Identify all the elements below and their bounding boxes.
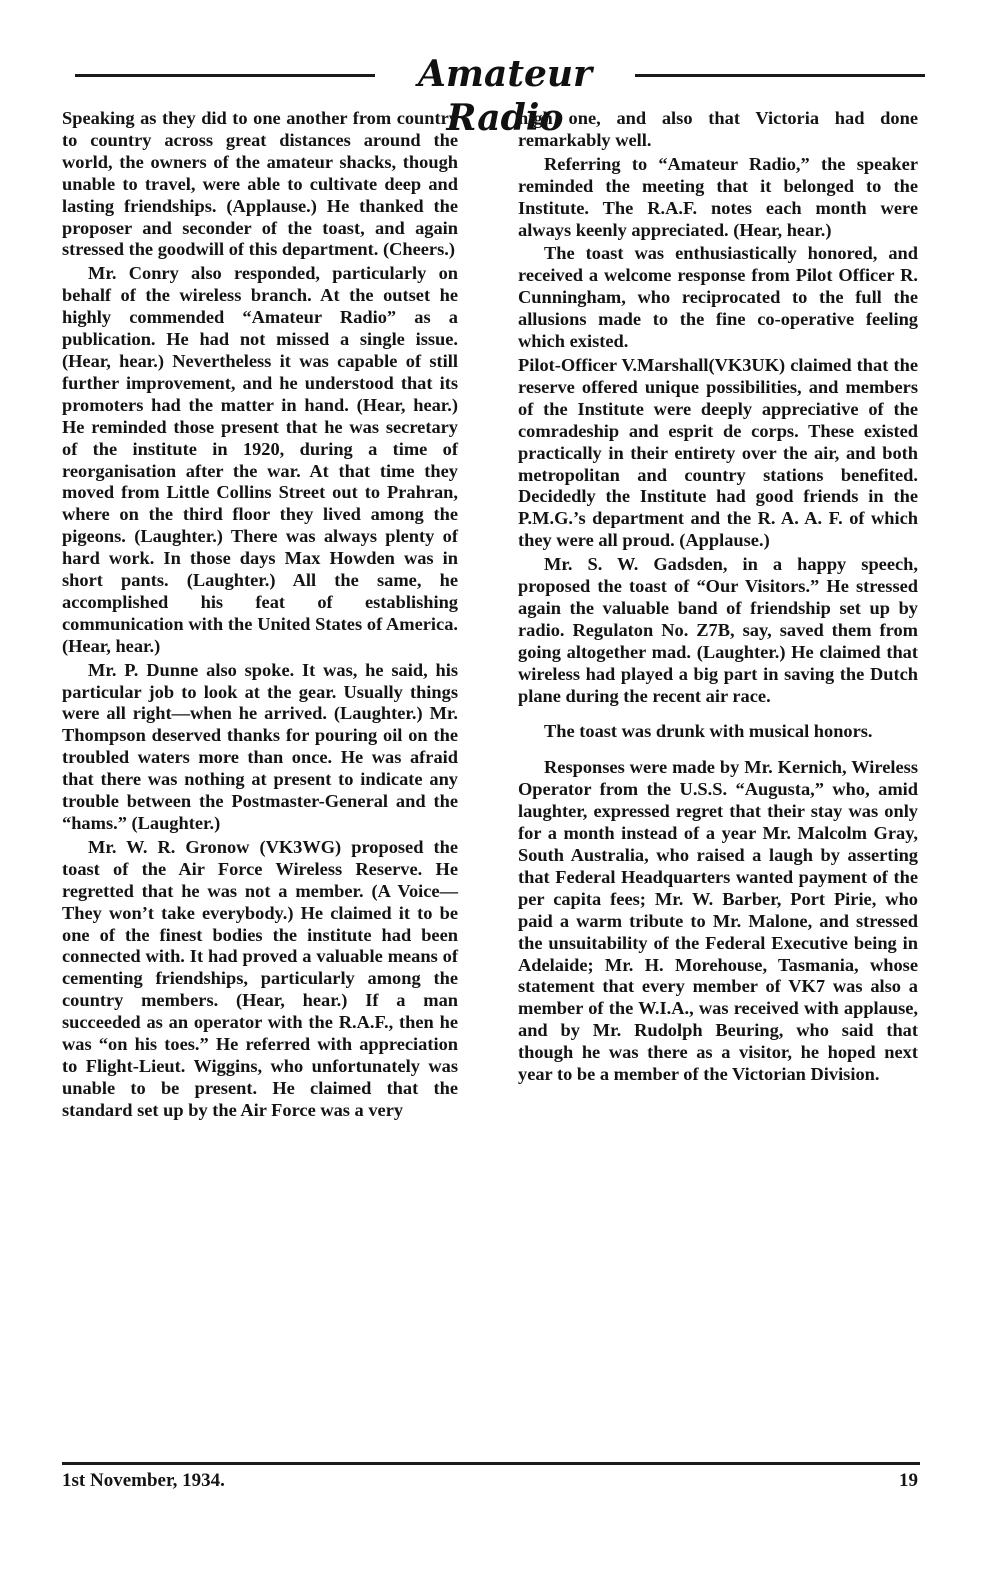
header-rule-right <box>635 74 925 77</box>
masthead-title: Amateur Radio <box>417 53 593 139</box>
page-number: 19 <box>899 1470 918 1491</box>
footer-rule <box>62 1462 920 1465</box>
paragraph: The toast was enthusiastically honored, and received a welcome response from Pilot Officer R. Cunningham, who reciprocated to the full the allusions made to the fine co-operative feeling which existed. <box>518 243 918 352</box>
paragraph: Mr. S. W. Gadsden, in a happy speech, proposed the toast of “Our Visitors.” He stressed again the valuable band of friendship set up by radio. Regulaton No. Z7B, say, saved them from going altogether mad. (Laughter.) He claimed that wireless had played a big part in saving the Dutch plane during the recent air race. <box>518 554 918 706</box>
paragraph: Speaking as they did to one another from country to country across great distances around the world, the owners of the amateur shacks, though unable to travel, were able to cultivate deep and lasting friendships. (Applause.) He thanked the proposer and seconder of the toast, and again stressed the goodwill of this department. (Cheers.) <box>62 108 458 260</box>
paragraph: Mr. P. Dunne also spoke. It was, he said, his particular job to look at the gear. Usually things were all right—when he arrived. (Laughter.) Mr. Thompson deserved thanks for pouring oil on the troubled waters more than once. He was afraid that there was nothing at present to indicate any trouble between the Postmaster-General and the “hams.” (Laughter.) <box>62 659 458 833</box>
header-rule-left <box>75 74 375 77</box>
paragraph: Pilot-Officer V.Marshall(VK3UK) claimed that the reserve offered unique possibilities, and members of the Institute were deeply appreciative of the comradeship and esprit de corps. These existed practically in their entirety over the air, and both metropolitan and country stations benefited. Decidedly the Institute had good friends in the P.M.G.’s department and the R. A. A. F. of which they were all proud. (Applause.) <box>518 354 918 551</box>
paragraph: Mr. W. R. Gronow (VK3WG) proposed the toast of the Air Force Wireless Reserve. He regretted that he was not a member. (A Voice—They won’t take everybody.) He claimed it to be one of the finest bodies the institute had been connected with. It had proved a valuable means of cementing friendships, particularly among the country members. (Hear, hear.) If a man succeeded as an operator with the R.A.F., then he was “on his toes.” He referred with appreciation to Flight-Lieut. Wiggins, who unfortunately was unable to be present. He claimed that the standard set up by the Air Force was a very <box>62 836 458 1120</box>
issue-date: 1st November, 1934. <box>62 1470 225 1491</box>
paragraph: Mr. Conry also responded, particularly on behalf of the wireless branch. At the outset he highly commended “Amateur Radio” as a publication. He had not missed a single issue. (Hear, hear.) Nevertheless it was capable of still further improvement, and he understood that its promoters had the matter in hand. (Hear, hear.) He reminded those present that he was secretary of the institute in 1920, during a time of reorganisation after the war. At that time they moved from Little Collins Street out to Prahran, where on the third floor they lived among the pigeons. (Laughter.) There was always plenty of hard work. In those days Max Howden was in short pants. (Laughter.) All the same, he accomplished his feat of establishing communication with the United States of America. (Hear, hear.) <box>62 263 458 656</box>
right-column <box>518 108 918 1086</box>
left-column <box>62 108 458 1122</box>
paragraph: Referring to “Amateur Radio,” the speaker reminded the meeting that it belonged to the Institute. The R.A.F. notes each month were always keenly appreciated. (Hear, hear.) <box>518 153 918 240</box>
paragraph: high one, and also that Victoria had done remarkably well. <box>518 108 918 150</box>
paragraph: The toast was drunk with musical honors. <box>544 721 873 742</box>
paragraph: Responses were made by Mr. Kernich, Wireless Operator from the U.S.S. “Augusta,” who, amid laughter, expressed regret that their stay was only for a month instead of a year Mr. Malcolm Gray, South Australia, who raised a laugh by asserting that Federal Headquarters wanted payment of the per capita fees; Mr. W. Barber, Port Pirie, who paid a warm tribute to Mr. Malone, and stressed the unsuitability of the Federal Executive being in Adelaide; Mr. H. Morehouse, Tasmania, whose statement that every member of VK7 was also a member of the W.I.A., was received with applause, and by Mr. Rudolph Beuring, who said that though he was there as a visitor, he hoped next year to be a member of the Victorian Division. <box>518 757 918 1085</box>
